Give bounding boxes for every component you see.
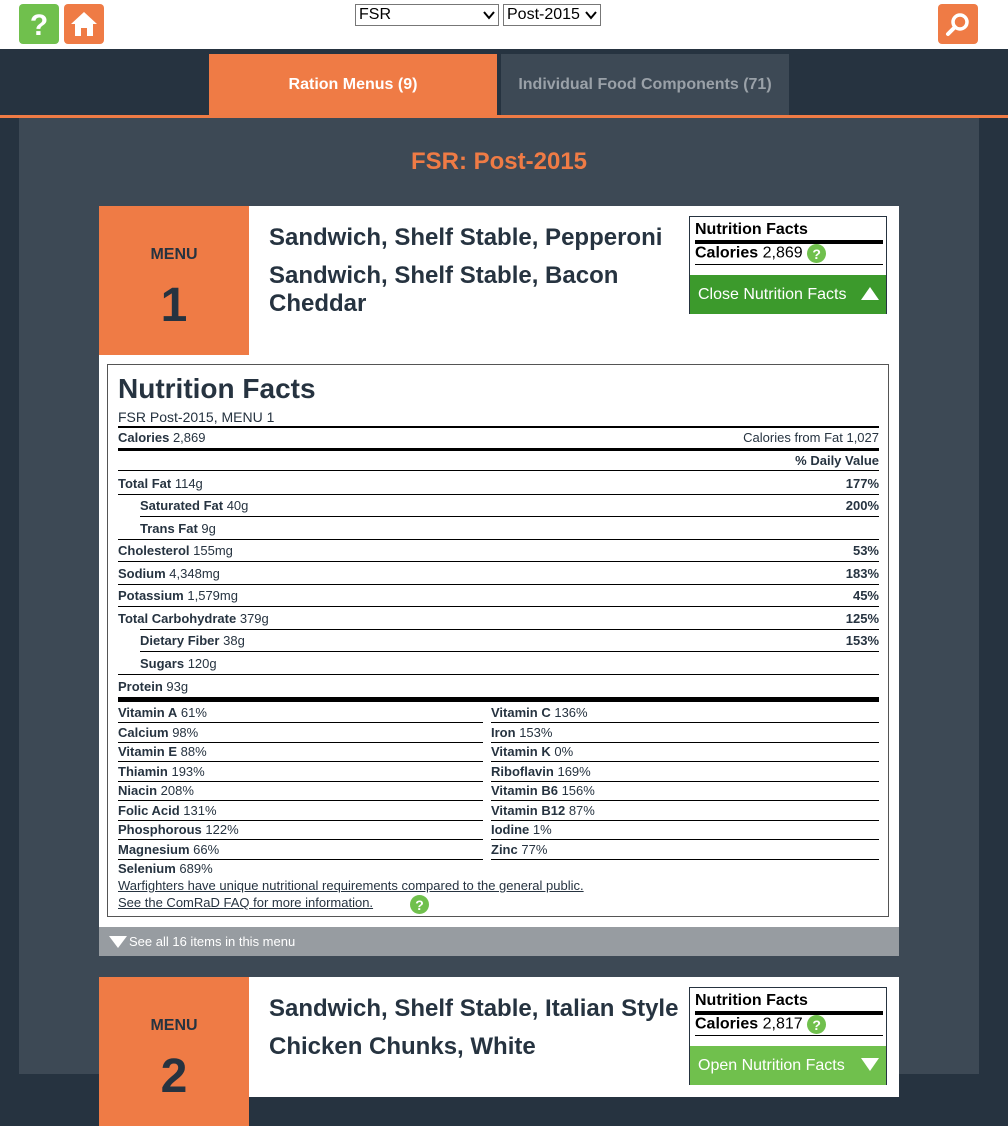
question-icon (26, 9, 52, 39)
toggle-label: Open Nutrition Facts (698, 1056, 845, 1074)
vitamin-value: 87% (568, 802, 595, 818)
nutrient-value: 1,579mg (187, 588, 238, 603)
nutrient-value: 9g (201, 521, 216, 536)
vitamin-value: 61% (180, 705, 207, 720)
divider (118, 839, 483, 840)
nutrient-label: Total Carbohydrate (118, 611, 237, 626)
vitamin-row (118, 705, 207, 720)
divider (695, 264, 883, 265)
calories-value: 2,869 (172, 430, 206, 445)
nutrient-value: 114g (174, 476, 203, 491)
divider (140, 516, 879, 517)
nutrition-subtitle: FSR Post-2015, MENU 1 (118, 409, 275, 425)
nutrient-value: 93g (166, 679, 189, 694)
vitamin-label: Phosphorous (118, 822, 202, 837)
nutrition-facts-panel (107, 364, 889, 917)
vitamin-value: 156% (561, 783, 595, 798)
vitamin-row (491, 803, 595, 818)
nutrition-summary (689, 216, 887, 314)
main-content (19, 118, 979, 1103)
divider (118, 470, 879, 471)
vitamin-label: Vitamin C (491, 705, 551, 720)
vitamin-value: 136% (554, 705, 588, 720)
page-title: FSR: Post-2015 (410, 148, 588, 175)
vitamin-row (491, 744, 573, 759)
nutrient-row (140, 521, 879, 536)
divider (491, 761, 879, 762)
nutrient-value: 379g (239, 611, 269, 626)
vitamin-label: Selenium (118, 861, 176, 876)
divider (140, 651, 879, 652)
menu-label: MENU (150, 1017, 198, 1034)
home-button[interactable] (64, 4, 104, 44)
calories-summary (695, 1015, 826, 1034)
year-select[interactable] (503, 4, 601, 26)
calories-label: Calories (118, 430, 170, 445)
vitamin-label: Magnesium (118, 841, 190, 857)
divider (118, 859, 483, 860)
divider (118, 426, 879, 428)
divider (118, 697, 879, 702)
vitamin-value: 98% (172, 724, 199, 740)
divider (118, 561, 879, 562)
vitamin-row (118, 725, 198, 740)
nutrient-label: Potassium (118, 588, 184, 603)
nutrient-label: Total Fat (118, 476, 172, 491)
menu-badge (99, 206, 249, 355)
warfighter-note-link[interactable]: Warfighters have unique nutritional requirements compared to the general public. (118, 878, 584, 893)
divider (491, 800, 879, 801)
calories-label: Calories (695, 244, 759, 262)
nutrient-pct: 183% (845, 566, 879, 581)
nutrient-pct: 177% (845, 476, 879, 491)
vitamin-value: 77% (521, 841, 548, 857)
vitamin-value: 169% (557, 763, 591, 779)
vitamin-value: 131% (183, 802, 217, 818)
nutrient-label: Saturated Fat (140, 498, 224, 513)
nutrient-row (118, 679, 879, 694)
nutrient-row (118, 566, 879, 581)
vitamin-label: Niacin (118, 783, 158, 798)
vitamin-row (118, 764, 205, 779)
vitamin-label: Vitamin E (118, 744, 178, 759)
calories-value: 2,869 (762, 244, 803, 262)
vitamin-row (118, 861, 213, 876)
nutrient-pct: 153% (845, 633, 879, 648)
nutrient-row (118, 476, 879, 491)
vitamin-label: Zinc (491, 841, 518, 857)
divider (118, 494, 879, 495)
vitamin-row (491, 783, 595, 798)
nutrient-value: 120g (187, 656, 217, 671)
toggle-label: Close Nutrition Facts (698, 285, 847, 303)
vitamin-value: 153% (519, 724, 553, 740)
vitamin-row (491, 842, 547, 857)
divider (491, 839, 879, 840)
divider (118, 606, 879, 607)
menu-item: Sandwich, Shelf Stable, Pepperoni (269, 224, 663, 251)
vitamin-label: Folic Acid (118, 802, 180, 818)
close-nutrition-facts-button[interactable] (690, 275, 886, 314)
divider (491, 722, 879, 723)
divider (118, 761, 483, 762)
menu-badge (99, 977, 249, 1126)
vitamin-label: Calcium (118, 724, 169, 740)
divider (491, 781, 879, 782)
nutrition-summary (689, 987, 887, 1085)
nutrient-pct: 200% (845, 498, 879, 513)
vitamin-value: 88% (180, 744, 207, 759)
faq-link-text: See the ComRaD FAQ for more information. (118, 895, 374, 910)
triangle-up-icon (861, 287, 879, 300)
nutrient-row (118, 543, 879, 558)
vitamin-label: Thiamin (118, 763, 168, 779)
vitamin-value: 66% (193, 841, 220, 857)
vitamin-value: 193% (171, 763, 205, 779)
nutrient-label: Trans Fat (140, 521, 198, 536)
divider (491, 820, 879, 821)
vitamin-row (118, 803, 217, 818)
vitamin-label: Iron (491, 724, 516, 740)
vitamin-label: Vitamin A (118, 705, 178, 720)
menu-items (269, 224, 679, 328)
vitamin-row (491, 764, 591, 779)
menu-card (99, 977, 899, 1103)
nutrition-summary-title: Nutrition Facts (695, 221, 808, 238)
calories-row (118, 430, 879, 445)
menu-label: MENU (150, 246, 198, 263)
calories-value: 2,817 (762, 1015, 803, 1033)
divider (118, 781, 483, 782)
vitamin-label: Vitamin K (491, 744, 551, 759)
nav-bar (0, 49, 1008, 115)
divider (118, 674, 879, 675)
calories-summary (695, 244, 826, 263)
vitamin-label: Vitamin B6 (491, 783, 558, 798)
vitamin-row (118, 783, 194, 798)
help-button[interactable] (19, 4, 59, 44)
menu-item: Sandwich, Shelf Stable, Italian Style (269, 995, 679, 1022)
vitamin-value: 1% (532, 822, 552, 837)
vitamin-row (491, 725, 552, 740)
nutrient-label: Sodium (118, 566, 166, 581)
vitamin-label: Riboflavin (491, 763, 554, 779)
ration-select[interactable] (355, 4, 499, 26)
faq-link[interactable] (118, 895, 373, 910)
vitamin-label: Iodine (491, 822, 530, 837)
vitamin-row (118, 842, 219, 857)
vitamin-label: Vitamin B12 (491, 802, 566, 818)
menu-items (269, 995, 679, 1071)
triangle-down-icon (109, 936, 127, 948)
nutrient-value: 40g (226, 498, 249, 513)
nutrient-pct: 53% (852, 543, 879, 558)
chevron-down-icon (585, 10, 597, 20)
divider (118, 820, 483, 821)
divider (118, 800, 483, 801)
tab-food-components[interactable]: Individual Food Components (71) (501, 54, 789, 115)
nutrient-label: Cholesterol (118, 543, 190, 558)
nutrient-value: 155mg (193, 543, 233, 558)
menu-item: Sandwich, Shelf Stable, Bacon Cheddar (269, 262, 619, 317)
svg-text:?: ? (29, 9, 49, 39)
question-icon[interactable]: ? (807, 244, 826, 263)
nutrient-value: 38g (223, 633, 245, 648)
menu-number: 2 (160, 1050, 188, 1103)
triangle-down-icon (861, 1058, 879, 1071)
vitamin-row (491, 822, 552, 837)
divider (118, 742, 483, 743)
divider (491, 859, 879, 860)
divider (118, 448, 879, 451)
vitamin-value: 208% (160, 783, 194, 798)
vitamin-row (491, 705, 588, 720)
nutrient-value: 4,348mg (169, 566, 220, 581)
see-all-label: See all 16 items in this menu (129, 934, 296, 949)
calories-label: Calories (695, 1015, 759, 1033)
vitamin-value: 122% (205, 822, 239, 837)
divider (118, 584, 879, 585)
year-select-value: Post-2015 (507, 6, 580, 23)
nutrient-pct: 45% (852, 588, 879, 603)
divider (140, 629, 879, 630)
vitamin-row (118, 822, 239, 837)
nutrient-row (140, 656, 879, 671)
nutrient-row (140, 498, 879, 513)
vitamin-row (118, 744, 207, 759)
menu-item: Chicken Chunks, White (269, 1033, 536, 1060)
calories-from-fat: Calories from Fat 1,027 (743, 430, 879, 445)
chevron-down-icon (483, 10, 495, 20)
divider (118, 722, 483, 723)
nutrient-label: Sugars (140, 656, 185, 671)
nutrient-row (118, 588, 879, 603)
menu-number: 1 (160, 279, 188, 332)
divider (695, 1035, 883, 1036)
tab-ration-menus[interactable]: Ration Menus (9) (209, 54, 497, 115)
nutrition-facts-title: Nutrition Facts (118, 373, 316, 404)
question-icon[interactable]: ? (807, 1015, 826, 1034)
top-bar (0, 0, 1008, 49)
nutrient-row (140, 633, 879, 648)
nutrient-row (118, 611, 879, 626)
divider (118, 539, 879, 540)
see-all-items-button[interactable] (99, 927, 899, 956)
nutrition-summary-title: Nutrition Facts (695, 992, 808, 1009)
open-nutrition-facts-button[interactable] (690, 1046, 886, 1085)
nutrient-label: Protein (118, 679, 163, 694)
vitamin-value: 0% (554, 744, 574, 759)
search-icon (945, 11, 971, 37)
home-icon (70, 11, 98, 37)
daily-value-label: % Daily Value (795, 453, 879, 468)
vitamin-value: 689% (179, 861, 213, 876)
question-icon[interactable]: ? (410, 895, 429, 914)
divider (491, 742, 879, 743)
nutrient-pct: 125% (845, 611, 879, 626)
search-button[interactable] (938, 4, 978, 44)
ration-select-value: FSR (359, 6, 391, 23)
nutrient-label: Dietary Fiber (140, 633, 220, 648)
menu-card (99, 206, 899, 956)
